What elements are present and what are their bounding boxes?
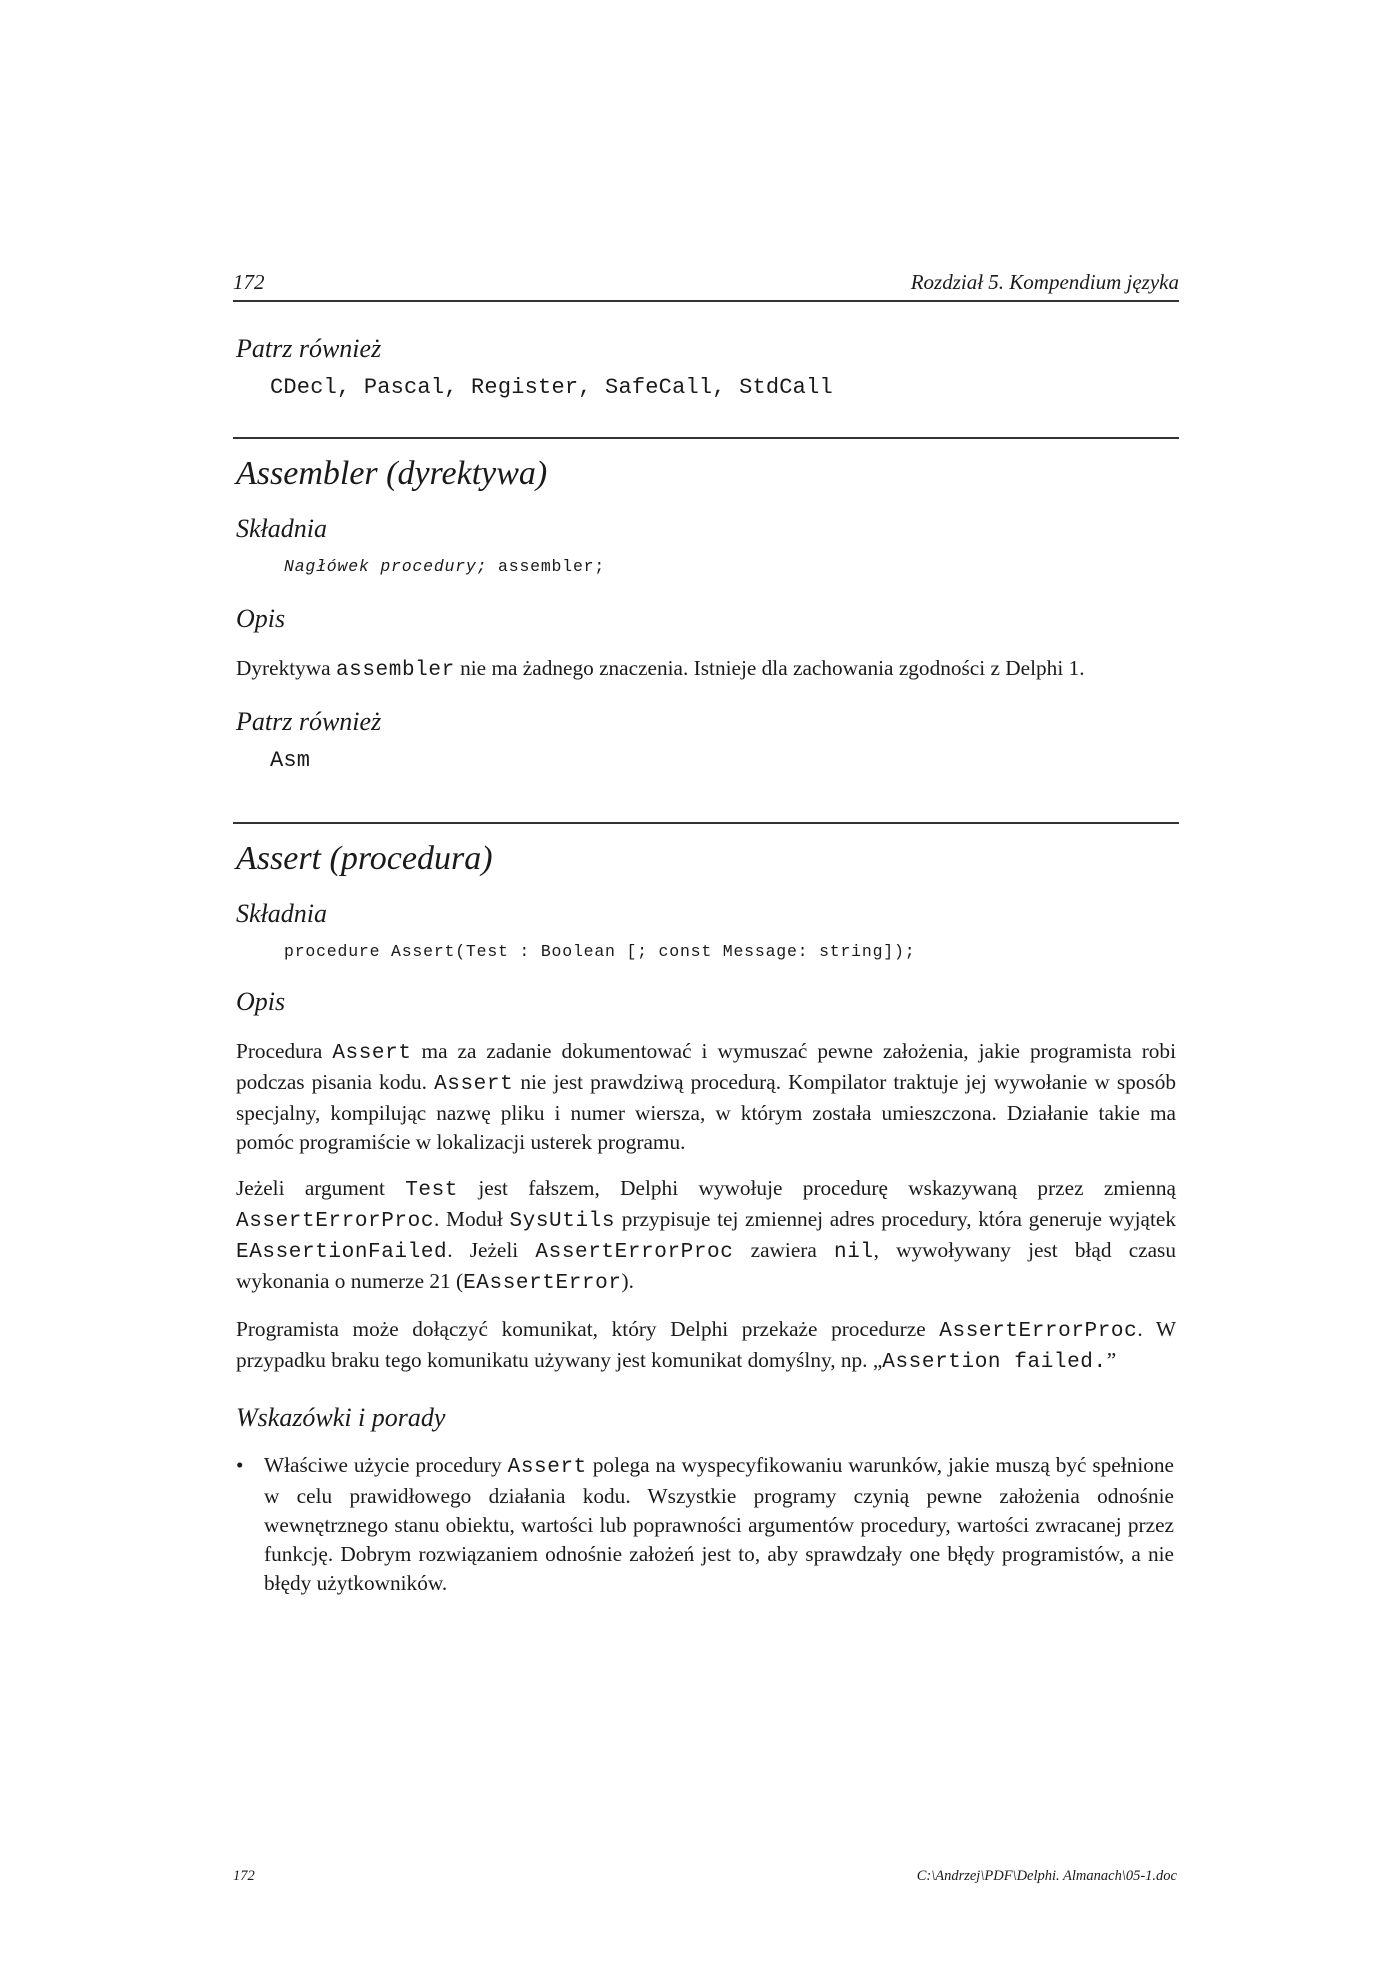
- text-run: Procedura: [236, 1039, 333, 1063]
- text-run: Właściwe użycie procedury: [264, 1453, 508, 1477]
- code-run: nil: [834, 1241, 874, 1264]
- text-run: polega na wyspecyfikowaniu warunków, jakie muszą być spełnione w celu prawidłowego działania kodu. Wszystkie programy czynią pewne założenia odnośnie wewnętrznego stanu obiektu, wartości lub poprawności argumentów procedury, wartości zwracanej przez funkcję. Dobrym rozwiązaniem odnośnie założeń jest to, aby sprawdzały one błędy programistów, a nie błędy użytkowników.: [264, 1453, 1174, 1595]
- tips-heading: Wskazówki i porady: [236, 1403, 446, 1432]
- description-paragraph-3: [236, 1315, 1176, 1377]
- syntax-line: [284, 556, 1176, 578]
- code-run: AssertErrorProc: [939, 1320, 1138, 1343]
- code-run: EAssertionFailed: [236, 1241, 448, 1264]
- running-header: [233, 266, 1179, 302]
- header-page-number: 172: [233, 270, 265, 294]
- code-run: AssertErrorProc: [535, 1241, 734, 1264]
- section-assembler: [236, 454, 1176, 775]
- section-divider: [233, 822, 1179, 824]
- text-run: ”: [1106, 1348, 1117, 1372]
- code-run: Test: [405, 1179, 459, 1202]
- syntax-italic: Nagłówek procedury;: [284, 557, 488, 576]
- code-run: Assert: [434, 1073, 514, 1096]
- header-chapter-title: Rozdział 5. Kompendium języka: [910, 270, 1179, 294]
- code-run: AssertErrorProc: [236, 1210, 435, 1233]
- text-run: zawiera: [733, 1238, 835, 1262]
- syntax-line: procedure Assert(Test : Boolean [; const Message: string]);: [284, 942, 916, 961]
- description-heading: Opis: [236, 604, 286, 633]
- text-run: przypisuje tej zmiennej adres procedury, która generuje wyjątek: [615, 1207, 1176, 1231]
- intro-see-also: [236, 334, 1176, 402]
- section-title: Assembler (dyrektywa): [236, 455, 548, 492]
- see-also-list: Asm: [270, 748, 311, 773]
- text-run: , wywoływany jest błąd czasu wykonania o numerze 21 (: [236, 1238, 1176, 1293]
- text-run: ma za zadanie dokumentować i wymuszać pewne założenia, jakie programista robi podczas pisania kodu.: [236, 1039, 1176, 1094]
- text-run: Dyrektywa: [236, 656, 336, 680]
- text-run: . W przypadku braku tego komunikatu używany jest komunikat domyślny, np. „: [236, 1317, 1176, 1372]
- syntax-heading: Składnia: [236, 899, 327, 928]
- text-run: Programista może dołączyć komunikat, który Delphi przekaże procedurze: [236, 1317, 940, 1341]
- text-run: ).: [621, 1269, 634, 1293]
- section-assert: [236, 839, 1176, 1598]
- section-title: Assert (procedura): [236, 840, 493, 877]
- code-run: SysUtils: [509, 1210, 616, 1233]
- footer-page-number: 172: [233, 1868, 255, 1884]
- text-run: . Jeżeli: [447, 1238, 536, 1262]
- text-run: nie ma żadnego znaczenia. Istnieje dla zachowania zgodności z Delphi 1.: [454, 656, 1085, 680]
- description-paragraph: [236, 654, 1176, 685]
- description-paragraph-2: [236, 1174, 1176, 1298]
- description-paragraph-1: [236, 1037, 1176, 1157]
- text-run: nie jest prawdziwą procedurą. Kompilator traktuje jej wywołanie w sposób specjalny, kompilując nazwę pliku i numer wiersza, w którym została umieszczona. Działanie takie ma pomóc programiście w lokalizacji usterek programu.: [236, 1070, 1176, 1154]
- see-also-heading: Patrz również: [236, 707, 382, 736]
- code-run: Assert: [332, 1042, 412, 1065]
- code-run: Assert: [507, 1456, 587, 1479]
- see-also-heading: Patrz również: [236, 334, 382, 363]
- text-run: jest fałszem, Delphi wywołuje procedurę wskazywaną przez zmienną: [458, 1176, 1176, 1200]
- code-run: Assertion failed.: [882, 1351, 1107, 1374]
- description-heading: Opis: [236, 987, 286, 1016]
- section-divider: [233, 437, 1179, 439]
- code-run: EAssertError: [463, 1272, 622, 1295]
- code-run: assembler: [335, 659, 455, 682]
- syntax-code: assembler;: [487, 557, 606, 576]
- bullet-icon: •: [236, 1453, 244, 1477]
- tip-list-item: [236, 1451, 1174, 1598]
- footer-file-path: C:\Andrzej\PDF\Delphi. Almanach\05-1.doc: [916, 1868, 1177, 1884]
- see-also-list: CDecl, Pascal, Register, SafeCall, StdCall: [270, 375, 833, 400]
- text-run: Jeżeli argument: [236, 1176, 406, 1200]
- text-run: . Moduł: [434, 1207, 510, 1231]
- syntax-heading: Składnia: [236, 514, 327, 543]
